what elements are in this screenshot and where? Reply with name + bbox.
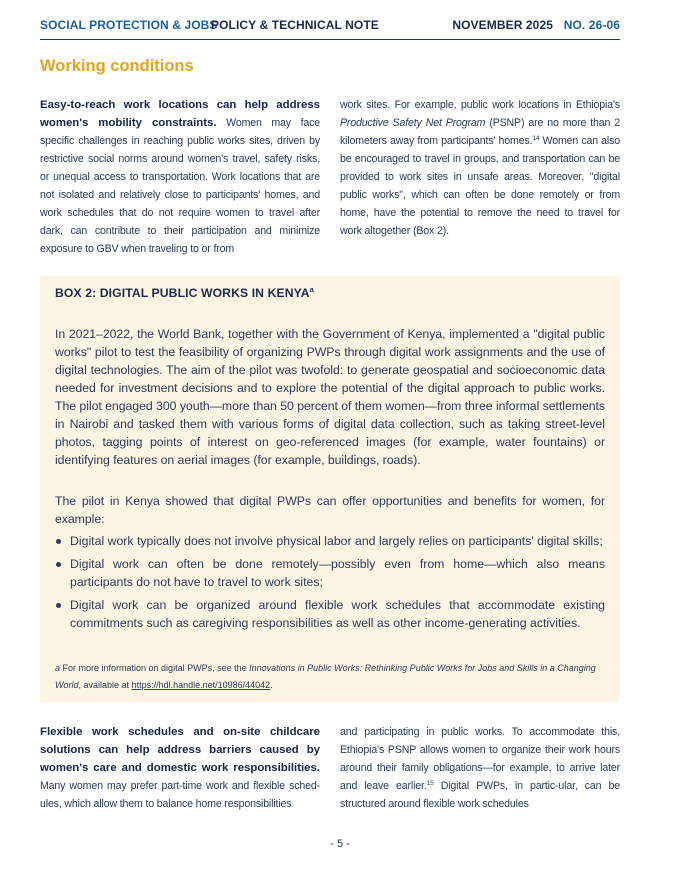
list-item-text: Digital work typically does not involve physical labor and largely relies on participants' digital skills; <box>70 534 603 548</box>
page-number: - 5 - <box>330 838 350 850</box>
reference-marker: 15 <box>426 780 434 787</box>
note-number: NO. 26-06 <box>563 18 620 32</box>
footnote-marker: a <box>55 663 61 673</box>
box-footnote <box>55 660 605 694</box>
paragraph-text: Many women may prefer part-time work and flexible sched-ules, which allow them to balance home responsibilities <box>40 780 320 810</box>
box-title <box>55 286 605 306</box>
footnote-text: For more information on digital PWPs, see the <box>60 663 250 673</box>
section-title: Working conditions <box>40 57 194 75</box>
list-item <box>55 596 605 632</box>
series-label: SOCIAL PROTECTION & JOBS <box>40 18 218 32</box>
box-footnote-marker: a <box>309 285 314 294</box>
footnote-text: , available at <box>78 680 132 690</box>
paragraph-mobility-left <box>40 96 320 258</box>
box-digital-public-works <box>40 276 620 702</box>
list-item-text: Digital work can often be done remotely—possibly even from home—which also means participants do not have to travel to work sites; <box>70 557 605 589</box>
paragraph-text: Digital PWPs, in partic-ular, can be structured around flexible work schedules <box>340 780 621 810</box>
paragraph-text: Women may face specific challenges in reaching public works sites, driven by restrictive social norms around women's travel, safety risks, or unequal access to transportation. Work locations that are not isolated and relatively close to participants' homes, and work schedules that do not require women to travel after dark, can contribute to their participation and minimize exposure to GBV when traveling to or from <box>40 117 320 255</box>
reference-marker: 14 <box>532 135 540 142</box>
box-paragraph-1: In 2021–2022, the World Bank, together with the Government of Kenya, implemented a "digital public works" pilot to test the feasibility of organizing PWPs through digital work assignments and the use of digital technologies. The aim of the pilot was twofold: to generate geospatial and socioeconomic data needed for investment decisions and to explore the potential of the digital approach to public works. The pilot engaged 300 youth—more than 50 percent of them women—from three informal settlements in Nairobi and tasked them with various forms of digital data collection, such as taking street-level photos, tagging points of interest on geo-referenced images (for example, water fountains) or identifying features on aerial images (for example, buildings, roads). <box>55 327 605 467</box>
bullet-icon <box>56 539 61 544</box>
paragraph-text: work sites. For example, public work locations in Ethiopia's <box>340 99 620 111</box>
list-item <box>55 555 605 591</box>
footnote-text: . <box>270 680 273 690</box>
bullet-icon <box>56 603 61 608</box>
paragraph-mobility-right <box>340 96 620 240</box>
page-header <box>40 17 620 40</box>
paragraph-lead: Flexible work schedules and on-site childcare solutions can help address barriers caused by women's care and domestic work responsibilities. <box>40 726 320 774</box>
bullet-icon <box>56 562 61 567</box>
program-name: Productive Safety Net Program <box>340 117 486 129</box>
handle-link[interactable]: https://hdl.handle.net/10986/44042 <box>131 680 271 690</box>
list-item-text: Digital work can be organized around flexible work schedules that accommodate existing commitments such as caregiving responsibilities as well as other income-generating activities. <box>70 598 605 630</box>
box-bullet-list <box>55 532 605 637</box>
footnote-book-title: Innovations in Public Works: Rethinking Public Works for Jobs and Skills in a Changing World <box>55 663 596 690</box>
paragraph-text: and participating in public works. To accommodate this, Ethiopia's PSNP allows women to organize their work hours around their family obligations—for example, to arrive later and leave earlier. <box>340 726 620 792</box>
paragraph-lead: Easy-to-reach work locations can help address women's mobility constraints. <box>40 99 320 129</box>
box-paragraph-2: The pilot in Kenya showed that digital PWPs can offer opportunities and benefits for women, for example: <box>55 494 605 526</box>
document-type-label: POLICY & TECHNICAL NOTE <box>211 18 379 32</box>
list-item <box>55 532 605 550</box>
paragraph-schedules-right <box>340 723 620 813</box>
paragraph-schedules-left <box>40 723 320 813</box>
paragraph-text: Women can also be encouraged to travel in groups, and transportation can be provided to work sites in unsafe areas. Moreover, "digital public works", which can often be done remotely or from home, have the potential to remove the need to travel for work altogether (Box 2). <box>340 135 620 237</box>
paragraph-text: (PSNP) are no more than 2 kilometers away from participants' homes. <box>340 117 620 147</box>
box-heading: DIGITAL PUBLIC WORKS IN KENYA <box>99 286 310 300</box>
box-label: BOX 2: <box>55 286 100 300</box>
publication-date: NOVEMBER 2025 <box>452 18 553 32</box>
